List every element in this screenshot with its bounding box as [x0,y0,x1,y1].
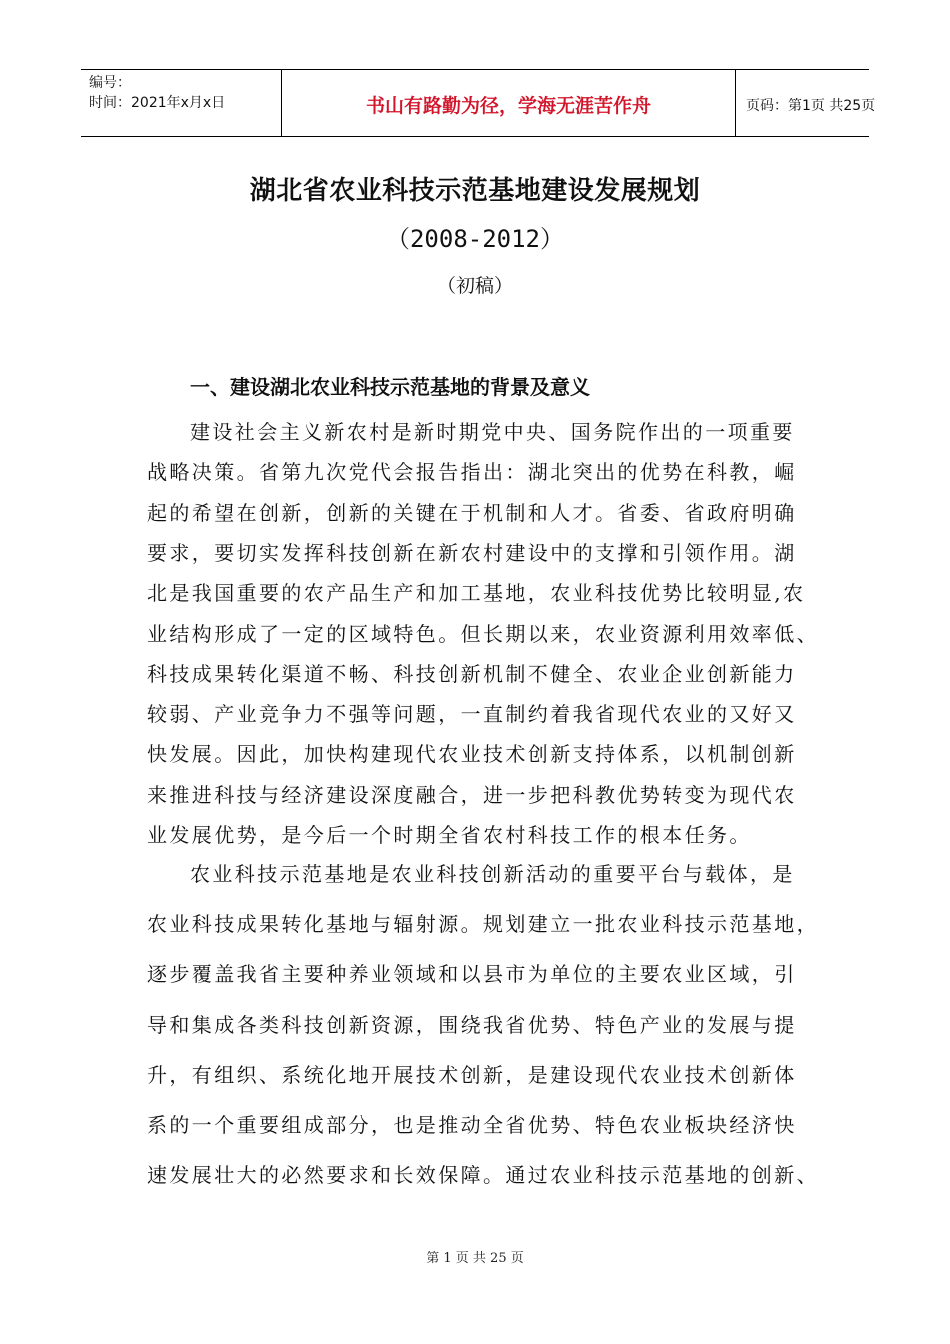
number-label: 编号： [89,75,131,91]
document-title: 湖北省农业科技示范基地建设发展规划 [249,176,701,206]
page-info: 页码：第1页 共25页 [746,98,876,114]
paragraph-line: 逐步覆盖我省主要种养业领域和以县市为单位的主要农业区域，引 [147,962,797,987]
paragraph-line: 升，有组织、系统化地开展技术创新，是建设现代农业技术创新体 [147,1062,797,1087]
page-footer: 第 1 页 共 25 页 [426,1251,524,1266]
paragraph-line: 建设社会主义新农村是新时期党中央、国务院作出的一项重要 [190,420,795,444]
paragraph-line: 农业科技成果转化基地与辐射源。规划建立一批农业科技示范基地， [147,912,819,937]
document-years: （2008-2012） [385,225,565,253]
header-page-cell [736,70,876,136]
motto: 书山有路勤为径，学海无涯苦作舟 [365,95,651,117]
paragraph-line: 农业科技示范基地是农业科技创新活动的重要平台与载体，是 [190,862,795,886]
date-label: 时间：2021年x月x日 [89,95,226,111]
paragraph-line: 起的希望在创新，创新的关键在于机制和人才。省委、省政府明确 [147,500,797,525]
paragraph-line: 业结构形成了一定的区域特色。但长期以来，农业资源利用效率低、 [147,621,819,646]
section-heading: 一、建设湖北农业科技示范基地的背景及意义 [190,375,590,399]
paragraph-line: 科技成果转化渠道不畅、科技创新机制不健全、农业企业创新能力 [147,661,797,686]
paragraph-line: 速发展壮大的必然要求和长效保障。通过农业科技示范基地的创新、 [147,1163,819,1188]
paragraph-line: 导和集成各类科技创新资源，围绕我省优势、特色产业的发展与提 [147,1012,797,1037]
paragraph-line: 战略决策。省第九次党代会报告指出：湖北突出的优势在科教，崛 [147,460,797,485]
paragraph-line: 较弱、产业竞争力不强等问题，一直制约着我省现代农业的又好又 [147,702,797,727]
paragraph-line: 北是我国重要的农产品生产和加工基地，农业科技优势比较明显,农 [147,581,806,606]
paragraph-line: 来推进科技与经济建设深度融合，进一步把科教优势转变为现代农 [147,782,797,807]
paragraph-line: 业发展优势，是今后一个时期全省农村科技工作的根本任务。 [147,823,752,847]
paragraph-line: 系的一个重要组成部分，也是推动全省优势、特色农业板块经济快 [147,1113,797,1137]
document-draft-note: （初稿） [436,275,513,297]
paragraph-line: 快发展。因此，加快构建现代农业技术创新支持体系，以机制创新 [147,742,797,767]
header-left-cell [81,70,281,136]
paragraph-line: 要求，要切实发挥科技创新在新农村建设中的支撑和引领作用。湖 [147,540,797,565]
header-motto-cell [281,70,736,136]
header-table [81,69,876,137]
